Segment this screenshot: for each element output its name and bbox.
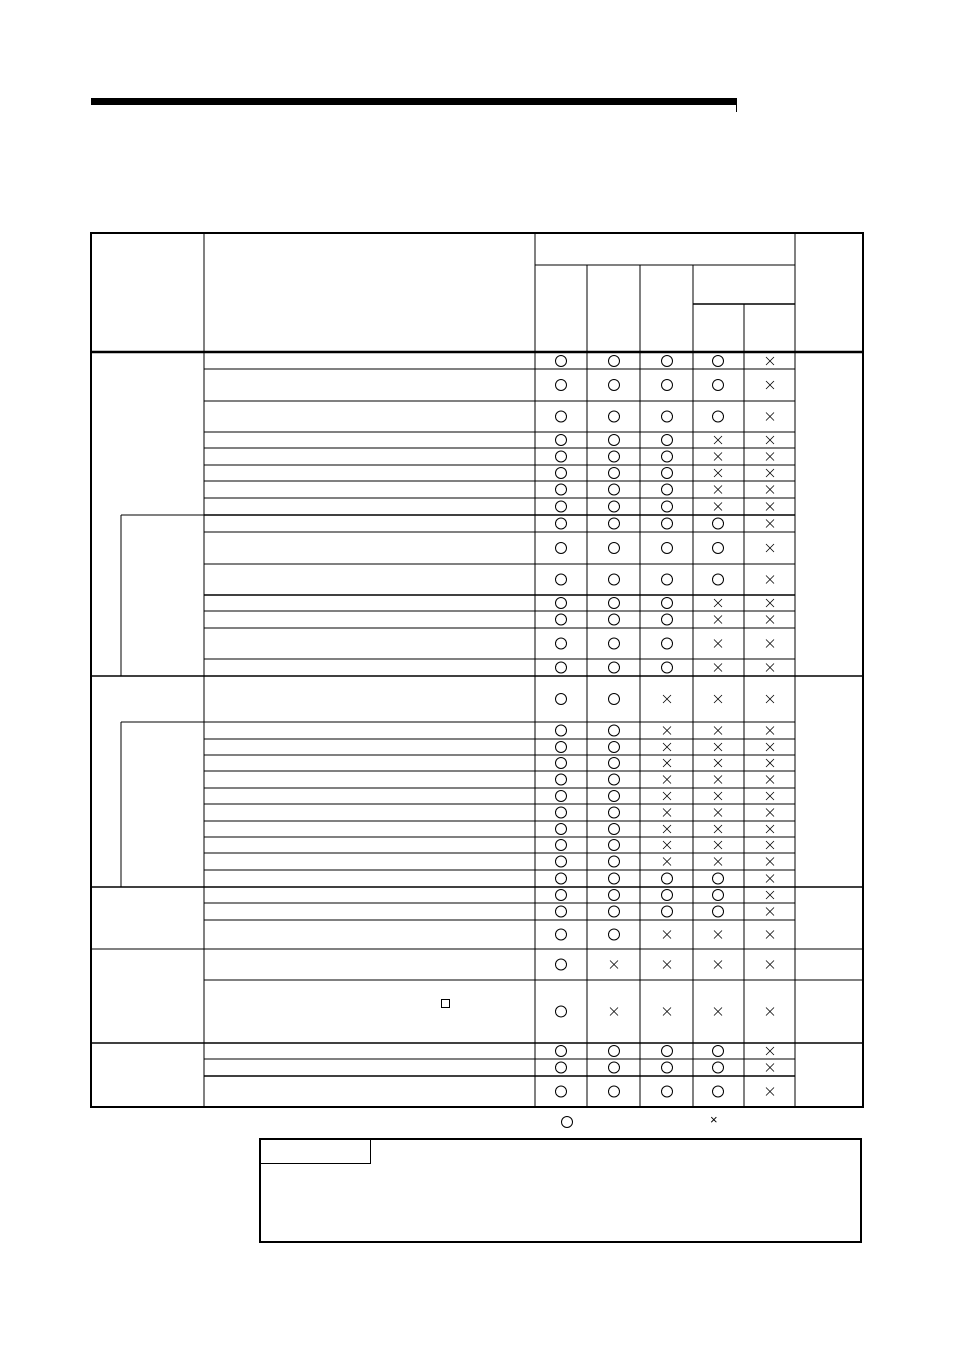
circle-mark <box>609 725 620 736</box>
cross-mark <box>714 503 722 511</box>
circle-mark <box>556 1086 567 1097</box>
cross-mark <box>610 1008 618 1016</box>
circle-mark <box>556 840 567 851</box>
circle-mark <box>556 856 567 867</box>
cross-mark <box>766 544 774 552</box>
cross-mark <box>766 695 774 703</box>
circle-mark <box>556 614 567 625</box>
cross-mark <box>766 825 774 833</box>
cross-mark <box>714 841 722 849</box>
circle-mark <box>609 574 620 585</box>
circle-mark <box>609 758 620 769</box>
circle-mark <box>556 662 567 673</box>
cross-mark <box>766 743 774 751</box>
cross-mark <box>766 664 774 672</box>
circle-mark <box>609 1046 620 1057</box>
circle-mark <box>556 518 567 529</box>
circle-mark <box>713 906 724 917</box>
circle-mark <box>662 574 673 585</box>
circle-mark <box>556 791 567 802</box>
circle-mark <box>556 451 567 462</box>
circle-mark <box>609 435 620 446</box>
cross-mark <box>663 759 671 767</box>
circle-mark <box>609 1086 620 1097</box>
circle-mark <box>662 356 673 367</box>
cross-mark <box>663 825 671 833</box>
cross-mark <box>766 931 774 939</box>
cross-mark <box>663 858 671 866</box>
cross-mark <box>766 486 774 494</box>
cross-mark <box>714 961 722 969</box>
cross-mark <box>714 809 722 817</box>
cross-mark <box>714 469 722 477</box>
circle-mark <box>609 890 620 901</box>
circle-mark <box>609 501 620 512</box>
cross-mark <box>766 841 774 849</box>
circle-mark <box>609 484 620 495</box>
cross-mark <box>766 503 774 511</box>
circle-mark <box>609 468 620 479</box>
circle-mark <box>556 694 567 705</box>
circle-mark <box>556 1046 567 1057</box>
cross-mark <box>714 599 722 607</box>
cross-mark <box>714 695 722 703</box>
note-tab <box>261 1140 371 1164</box>
square-symbol-icon <box>441 999 450 1008</box>
cross-mark <box>610 961 618 969</box>
circle-mark <box>609 356 620 367</box>
circle-mark <box>609 840 620 851</box>
cross-mark <box>766 453 774 461</box>
circle-mark <box>713 890 724 901</box>
circle-mark <box>662 435 673 446</box>
legend-circle-icon <box>561 1116 573 1128</box>
circle-mark <box>609 873 620 884</box>
circle-mark <box>556 543 567 554</box>
circle-mark <box>662 1046 673 1057</box>
circle-mark <box>662 451 673 462</box>
circle-mark <box>662 543 673 554</box>
circle-mark <box>609 906 620 917</box>
circle-mark <box>662 501 673 512</box>
circle-mark <box>556 1062 567 1073</box>
cross-mark <box>766 891 774 899</box>
circle-mark <box>556 380 567 391</box>
cross-mark <box>714 792 722 800</box>
cross-mark <box>766 727 774 735</box>
cross-mark <box>766 759 774 767</box>
cross-mark <box>766 576 774 584</box>
circle-mark <box>662 484 673 495</box>
circle-mark <box>556 742 567 753</box>
legend-cross-symbol: × <box>710 1112 718 1127</box>
cross-mark <box>766 357 774 365</box>
note-box <box>259 1138 862 1243</box>
cross-mark <box>714 931 722 939</box>
circle-mark <box>609 742 620 753</box>
cross-mark <box>766 436 774 444</box>
cross-mark <box>714 825 722 833</box>
circle-mark <box>662 1086 673 1097</box>
cross-mark <box>663 961 671 969</box>
cross-mark <box>714 436 722 444</box>
cross-mark <box>766 520 774 528</box>
circle-mark <box>662 1062 673 1073</box>
circle-mark <box>609 856 620 867</box>
circle-mark <box>556 468 567 479</box>
circle-mark <box>609 614 620 625</box>
cross-mark <box>766 413 774 421</box>
circle-mark <box>609 380 620 391</box>
cross-mark <box>663 727 671 735</box>
cross-mark <box>663 1008 671 1016</box>
circle-mark <box>662 662 673 673</box>
circle-mark <box>556 574 567 585</box>
cross-mark <box>766 1064 774 1072</box>
circle-mark <box>556 725 567 736</box>
cross-mark <box>663 841 671 849</box>
cross-mark <box>714 759 722 767</box>
circle-mark <box>556 824 567 835</box>
cross-mark <box>766 809 774 817</box>
cross-mark <box>714 664 722 672</box>
circle-mark <box>609 518 620 529</box>
circle-mark <box>609 411 620 422</box>
circle-mark <box>662 638 673 649</box>
cross-mark <box>663 809 671 817</box>
cross-mark <box>766 1088 774 1096</box>
cross-mark <box>714 743 722 751</box>
cross-mark <box>714 776 722 784</box>
cross-mark <box>766 1008 774 1016</box>
circle-mark <box>662 906 673 917</box>
cross-mark <box>766 599 774 607</box>
circle-mark <box>556 774 567 785</box>
circle-mark <box>556 873 567 884</box>
circle-mark <box>713 356 724 367</box>
circle-mark <box>556 807 567 818</box>
cross-mark <box>766 858 774 866</box>
circle-mark <box>556 435 567 446</box>
circle-mark <box>556 598 567 609</box>
cross-mark <box>714 1008 722 1016</box>
cross-mark <box>766 875 774 883</box>
cross-mark <box>766 616 774 624</box>
circle-mark <box>556 638 567 649</box>
cross-mark <box>714 727 722 735</box>
cross-mark <box>766 381 774 389</box>
circle-mark <box>609 638 620 649</box>
circle-mark <box>662 380 673 391</box>
circle-mark <box>662 614 673 625</box>
circle-mark <box>609 543 620 554</box>
cross-mark <box>714 858 722 866</box>
cross-mark <box>766 640 774 648</box>
cross-mark <box>766 1047 774 1055</box>
circle-mark <box>556 356 567 367</box>
circle-mark <box>556 501 567 512</box>
circle-mark <box>556 1006 567 1017</box>
marks <box>556 356 775 1098</box>
cross-mark <box>714 640 722 648</box>
cross-mark <box>663 792 671 800</box>
circle-mark <box>556 929 567 940</box>
circle-mark <box>609 598 620 609</box>
cross-mark <box>766 961 774 969</box>
circle-mark <box>556 411 567 422</box>
circle-mark <box>713 411 724 422</box>
circle-mark <box>556 484 567 495</box>
circle-mark <box>662 518 673 529</box>
circle-mark <box>662 468 673 479</box>
circle-mark <box>713 1062 724 1073</box>
circle-mark <box>609 807 620 818</box>
circle-mark <box>713 518 724 529</box>
cross-mark <box>714 486 722 494</box>
cross-mark <box>663 931 671 939</box>
circle-mark <box>713 1046 724 1057</box>
cross-mark <box>714 616 722 624</box>
circle-mark <box>609 1062 620 1073</box>
cross-mark <box>766 792 774 800</box>
cross-mark <box>663 776 671 784</box>
cross-mark <box>766 776 774 784</box>
circle-mark <box>609 451 620 462</box>
row-lines <box>204 369 795 1076</box>
circle-mark <box>609 662 620 673</box>
cross-mark <box>663 695 671 703</box>
circle-mark <box>662 411 673 422</box>
circle-mark <box>556 890 567 901</box>
circle-mark <box>662 873 673 884</box>
circle-mark <box>713 574 724 585</box>
circle-mark <box>713 873 724 884</box>
circle-mark <box>662 598 673 609</box>
circle-mark <box>609 774 620 785</box>
cross-mark <box>663 743 671 751</box>
circle-mark <box>713 1086 724 1097</box>
circle-mark <box>556 959 567 970</box>
circle-mark <box>713 543 724 554</box>
circle-mark <box>609 929 620 940</box>
cross-mark <box>766 469 774 477</box>
circle-mark <box>556 758 567 769</box>
cross-mark <box>766 908 774 916</box>
circle-mark <box>713 380 724 391</box>
circle-mark <box>609 824 620 835</box>
circle-mark <box>662 890 673 901</box>
circle-mark <box>609 791 620 802</box>
circle-mark <box>556 906 567 917</box>
cross-mark <box>714 453 722 461</box>
circle-mark <box>609 694 620 705</box>
